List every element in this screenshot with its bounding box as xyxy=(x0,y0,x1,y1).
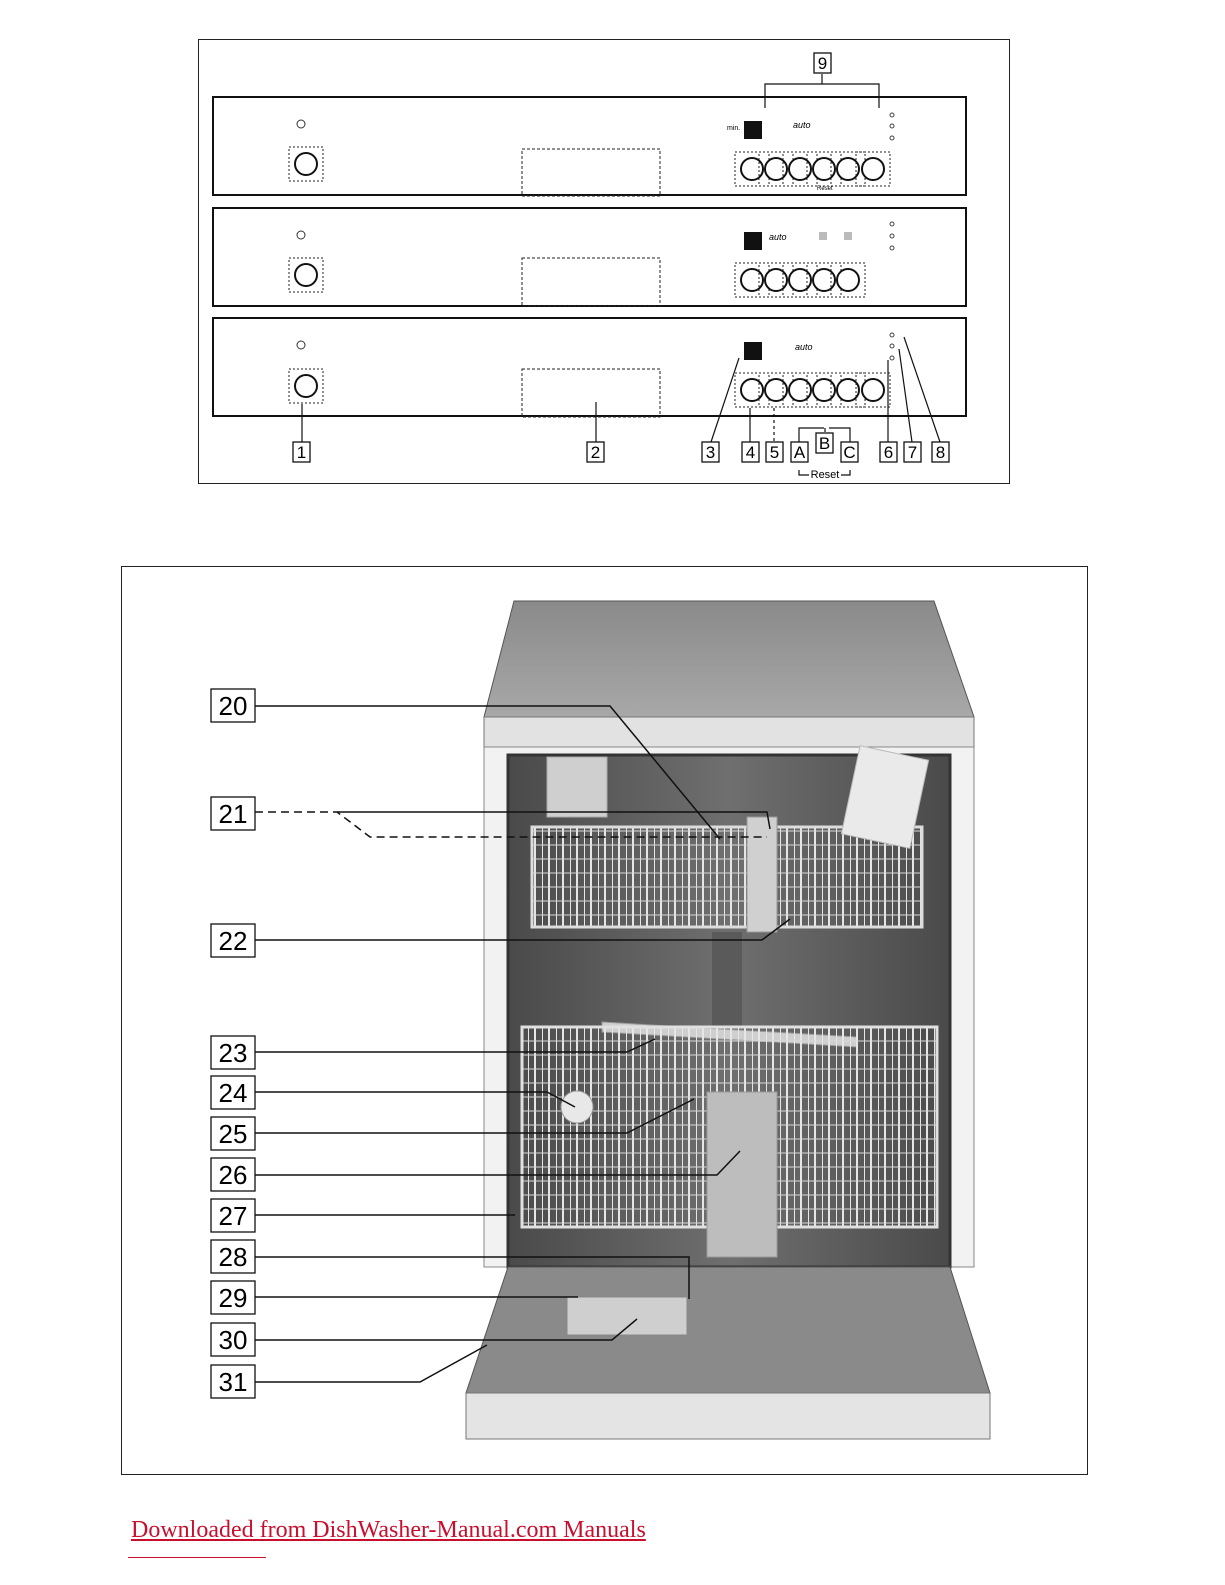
callout-30 xyxy=(211,1323,255,1356)
footer-underline xyxy=(128,1557,266,1558)
control-panel-variant-3 xyxy=(213,318,966,417)
control-panel-variant-2 xyxy=(213,208,966,306)
callout-3 xyxy=(702,442,719,462)
callout-25 xyxy=(211,1117,255,1150)
svg-text:A: A xyxy=(793,443,806,462)
svg-text:24: 24 xyxy=(218,1078,248,1108)
time-display xyxy=(744,121,762,139)
panel-reset-label: Reset xyxy=(817,186,833,192)
svg-text:8: 8 xyxy=(935,443,946,462)
callout-2 xyxy=(587,442,604,462)
callout-1 xyxy=(293,442,310,462)
download-source-link[interactable]: Downloaded from DishWasher-Manual.com Manuals xyxy=(131,1517,646,1543)
callout-9 xyxy=(814,53,831,73)
svg-text:C: C xyxy=(843,443,856,462)
control-panel-variant-1 xyxy=(213,97,966,196)
svg-text:auto: auto xyxy=(769,232,787,242)
callout-4 xyxy=(742,442,759,462)
spray-arm-hub xyxy=(561,1091,593,1123)
callout-29 xyxy=(211,1281,255,1314)
svg-text:23: 23 xyxy=(218,1038,248,1068)
svg-text:7: 7 xyxy=(907,443,918,462)
dishwasher-drawing xyxy=(122,567,1089,1476)
callout-B xyxy=(816,433,833,453)
callout-22 xyxy=(211,924,255,957)
callout-23 xyxy=(211,1036,255,1069)
svg-text:9: 9 xyxy=(817,54,828,73)
callout-8 xyxy=(932,442,949,462)
svg-text:3: 3 xyxy=(705,443,716,462)
callout-7 xyxy=(904,442,921,462)
callout-28 xyxy=(211,1240,255,1273)
callout-27 xyxy=(211,1199,255,1232)
callout-A xyxy=(791,442,808,462)
svg-text:20: 20 xyxy=(218,691,248,721)
control-panel-drawing xyxy=(199,40,1011,485)
svg-text:25: 25 xyxy=(218,1119,248,1149)
lower-basket xyxy=(522,1027,937,1257)
callout-21 xyxy=(211,797,255,830)
detergent-dispenser xyxy=(567,1297,687,1335)
svg-text:28: 28 xyxy=(218,1242,248,1272)
callout-20 xyxy=(211,689,255,722)
svg-text:auto: auto xyxy=(795,342,813,352)
spray-tube xyxy=(712,932,742,1027)
callout-C xyxy=(841,442,858,462)
callout-6 xyxy=(880,442,897,462)
callout-24 xyxy=(211,1076,255,1109)
svg-text:26: 26 xyxy=(218,1160,248,1190)
svg-text:31: 31 xyxy=(218,1367,248,1397)
svg-text:1: 1 xyxy=(296,443,307,462)
svg-text:5: 5 xyxy=(769,443,780,462)
svg-text:29: 29 xyxy=(218,1283,248,1313)
svg-text:4: 4 xyxy=(745,443,756,462)
svg-text:6: 6 xyxy=(883,443,894,462)
timer-label: min. xyxy=(727,125,741,132)
svg-text:27: 27 xyxy=(218,1201,248,1231)
svg-text:22: 22 xyxy=(218,926,248,956)
callout-26 xyxy=(211,1158,255,1191)
svg-text:B: B xyxy=(818,434,831,453)
control-panel-figure xyxy=(198,39,1010,484)
callout-31 xyxy=(211,1365,255,1398)
callout-5 xyxy=(766,442,783,462)
auto-program-label: auto xyxy=(793,120,811,130)
svg-text:30: 30 xyxy=(218,1325,248,1355)
svg-text:2: 2 xyxy=(590,443,601,462)
svg-text:21: 21 xyxy=(218,799,248,829)
dishwasher-interior-figure xyxy=(121,566,1088,1475)
reset-group-label: Reset xyxy=(810,469,840,481)
